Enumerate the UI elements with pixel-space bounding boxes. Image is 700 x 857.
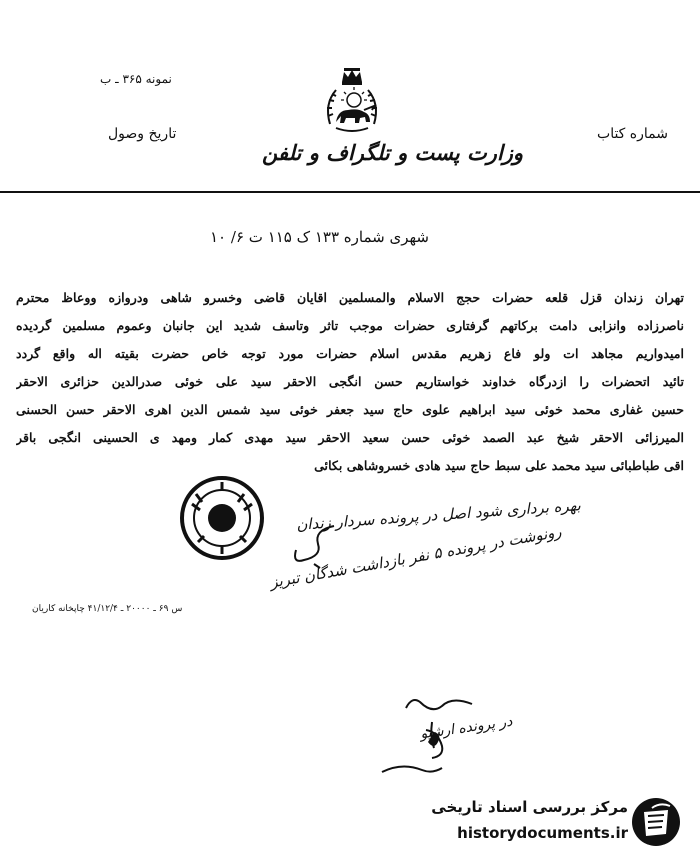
round-stamp-icon — [178, 474, 266, 562]
body-line: ناصرزاده وانزابی دامت برکاتهم گرفتاری حضرات موجب تاثر وتاسف شدید این جانبان وعموم مسلمین گردیده — [16, 318, 684, 333]
archive-logo-icon — [630, 796, 682, 848]
form-number: نمونه ۳۶۵ ـ ب — [100, 72, 172, 86]
print-code: س ۶۹ ـ ۲۰۰۰۰ ـ ۴۱/۱۲/۴ چاپخانه کاریان — [32, 604, 183, 614]
lion-and-sun-emblem-icon — [322, 66, 382, 138]
watermark-title: مرکز بررسی اسناد تاریخی — [431, 798, 628, 816]
header-divider — [0, 191, 700, 193]
body-line: امیدواریم مجاهد ات ولو فاع زهریم مقدس اسلام حضرات مورد توجه خاص حضرت بقیته اله واقع گردد — [16, 346, 684, 361]
receipt-date-label: تاریخ وصول — [108, 126, 177, 142]
handwritten-note: در پرونده ارشیو — [419, 713, 514, 743]
telegram-reference: شهری شماره ۱۳۳ ک ۱۱۵ ت ۶/ ۱۰ — [210, 228, 429, 246]
handwritten-note: بهره برداری شود اصل در پرونده سردار زندان — [295, 496, 582, 534]
body-line: تهران زندان قزل قلعه حضرات حجج الاسلام والمسلمین اقایان قاضی وخسرو شاهی ودروازه ووعاظ محترم — [16, 290, 684, 305]
watermark-url: historydocuments.ir — [457, 824, 628, 842]
handwritten-signature — [284, 520, 344, 572]
ministry-title: وزارت پست و تلگراف و تلفن — [262, 140, 524, 165]
body-line: المیرزائی الاحقر شیخ عبد الصمد خوئی حسن سعید الاحقر سید مهدی کمار ومهد ی الحسینی انگجی باقر — [16, 430, 684, 445]
body-line: حسین غفاری محمد خوئی سید ابراهیم علوی حاج سید جعفر خوئی سید شمس الدین اهری الاحقر حسن الحسنی — [16, 402, 684, 417]
handwritten-note: رونوشت در پرونده ۵ نفر بازداشت شدگان تبریز — [268, 522, 563, 592]
telegram-body — [16, 284, 684, 480]
letter-number-label: شماره کتاب — [597, 126, 668, 142]
body-line: تائید اتحضرات را ازدرگاه خداوند خواستاریم حسن انگجی الاحقر سید علی خوئی صدرالدین حزائری الاحقر — [16, 374, 684, 389]
body-line: اقی طباطبائی سید محمد علی سبط حاج سید هادی خسروشاهی بکائی — [314, 458, 684, 473]
